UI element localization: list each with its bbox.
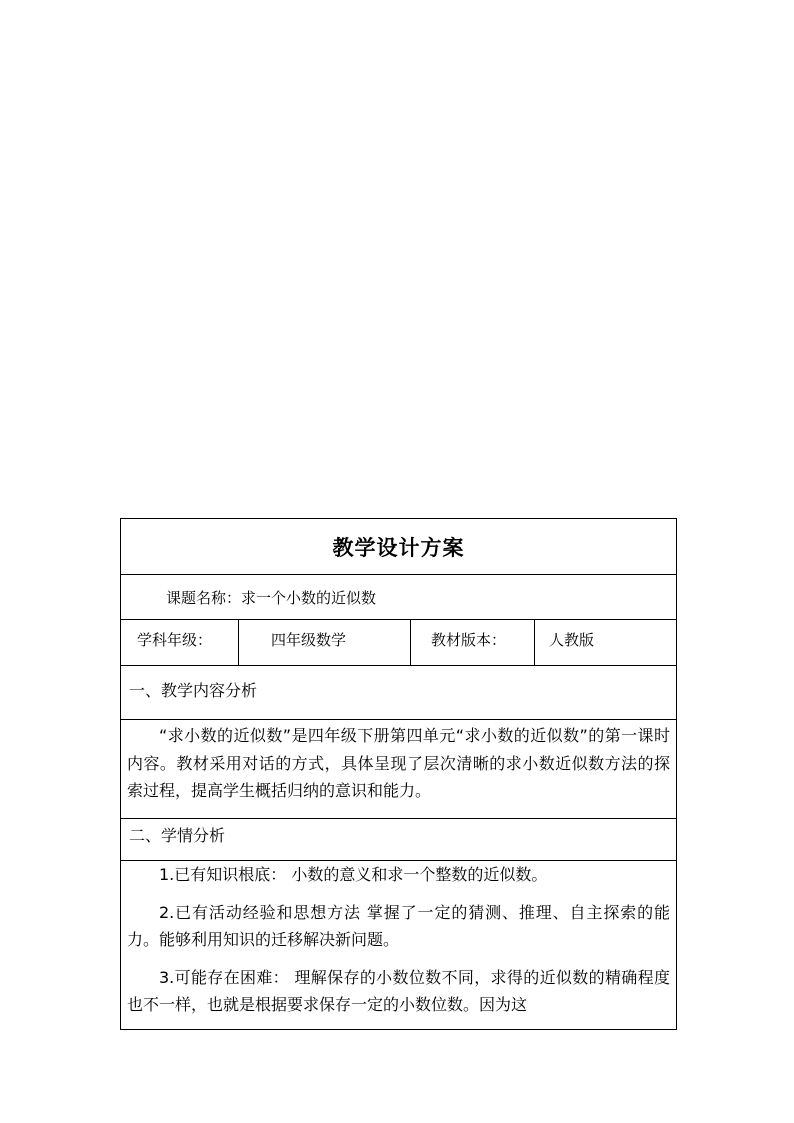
section2-item-1: 1.已有知识根底： 小数的意义和求一个整数的近似数。 — [159, 865, 548, 884]
title-row — [121, 519, 676, 575]
topic-row — [121, 575, 676, 620]
subject-grade-label-cell — [121, 620, 239, 665]
section1-heading: 一、教学内容分析 — [129, 681, 258, 700]
section1-content-row — [121, 720, 676, 819]
section2-content-row — [121, 861, 676, 1030]
section2-heading: 二、学情分析 — [129, 826, 226, 845]
section2-heading-row — [121, 819, 676, 861]
subject-grade-value: 四年级数学 — [271, 631, 347, 649]
subject-grade-label: 学科年级： — [137, 631, 213, 649]
textbook-value-cell — [535, 620, 676, 665]
section2-item-2: 2.已有活动经验和思想方法 掌握了一定的猜测、推理、自主探索的能力。能够利用知识的迁移解决新问题。 — [127, 902, 670, 949]
section2-item-3: 3.可能存在困难： 理解保存的小数位数不同，求得的近似数的精确程度也不一样，也就是根据要求保存一定的小数位数。因为这 — [127, 967, 670, 1014]
document-title: 教学设计方案 — [332, 535, 465, 560]
textbook-value: 人教版 — [549, 631, 595, 649]
info-row — [121, 620, 676, 666]
section1-heading-row — [121, 666, 676, 720]
lesson-plan-table — [120, 518, 677, 1030]
topic-label: 课题名称：求一个小数的近似数 — [166, 588, 377, 607]
textbook-label-cell — [411, 620, 535, 665]
subject-grade-value-cell — [239, 620, 411, 665]
textbook-label: 教材版本： — [431, 631, 507, 649]
section1-paragraph: “求小数的近似数”是四年级下册第四单元“求小数的近似数”的第一课时内容。教材采用对话的方式，具体呈现了层次清晰的求小数近似数方法的探索过程，提高学生概括归纳的意识和能力。 — [127, 726, 670, 800]
